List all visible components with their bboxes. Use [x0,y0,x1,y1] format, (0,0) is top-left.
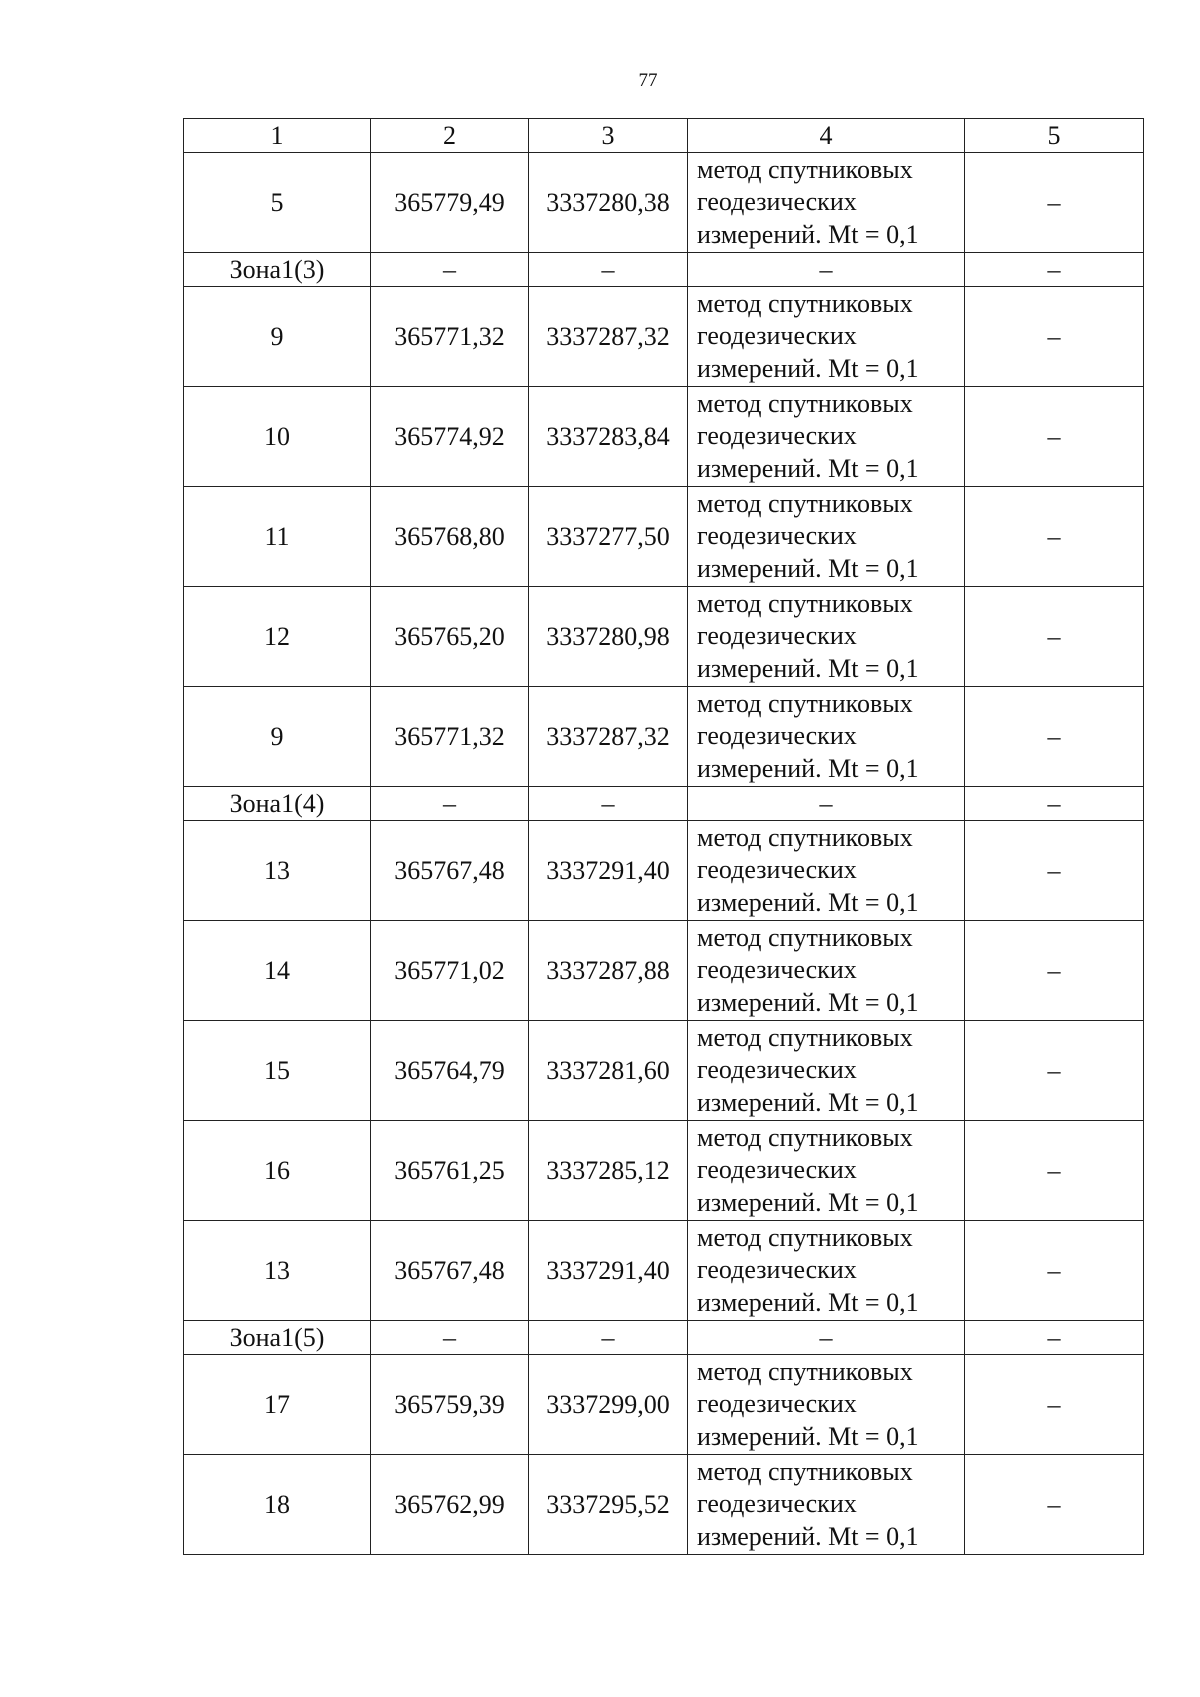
method-description-cell: метод спутниковых геодезических измерений. Mt = 0,1 [688,1355,965,1455]
y-coordinate-cell: 3337285,12 [529,1121,688,1221]
method-description-cell: метод спутниковых геодезических измерений. Mt = 0,1 [688,821,965,921]
method-description-cell: метод спутниковых геодезических измерений. Mt = 0,1 [688,1021,965,1121]
coordinates-table [183,118,1144,1555]
table-row [184,1221,1144,1321]
point-number-cell: 17 [184,1355,371,1455]
y-coordinate-cell: 3337287,88 [529,921,688,1021]
note-cell: – [965,1321,1144,1355]
x-coordinate-cell: 365771,32 [371,687,529,787]
note-cell: – [965,287,1144,387]
x-coordinate-cell: 365759,39 [371,1355,529,1455]
y-coordinate-cell: 3337283,84 [529,387,688,487]
note-cell: – [965,1021,1144,1121]
y-coordinate-cell: – [529,1321,688,1355]
table-row [184,153,1144,253]
method-description-cell: метод спутниковых геодезических измерений. Mt = 0,1 [688,153,965,253]
page-number: 77 [638,70,658,91]
method-description-cell: – [688,253,965,287]
table-row [184,1021,1144,1121]
zone-row [184,1321,1144,1355]
header-cell-3: 3 [529,119,688,153]
note-cell: – [965,153,1144,253]
table-row [184,821,1144,921]
x-coordinate-cell: 365768,80 [371,487,529,587]
x-coordinate-cell: 365779,49 [371,153,529,253]
method-description-cell: метод спутниковых геодезических измерений. Mt = 0,1 [688,921,965,1021]
x-coordinate-cell: – [371,253,529,287]
table-row [184,1455,1144,1555]
x-coordinate-cell: 365767,48 [371,821,529,921]
zone-label-cell: Зона1(3) [184,253,371,287]
y-coordinate-cell: 3337299,00 [529,1355,688,1455]
x-coordinate-cell: 365771,32 [371,287,529,387]
point-number-cell: 13 [184,1221,371,1321]
method-description-cell: метод спутниковых геодезических измерений. Mt = 0,1 [688,587,965,687]
note-cell: – [965,487,1144,587]
x-coordinate-cell: 365761,25 [371,1121,529,1221]
y-coordinate-cell: 3337280,98 [529,587,688,687]
note-cell: – [965,387,1144,487]
method-description-cell: метод спутниковых геодезических измерений. Mt = 0,1 [688,287,965,387]
method-description-cell: – [688,787,965,821]
point-number-cell: 5 [184,153,371,253]
point-number-cell: 18 [184,1455,371,1555]
note-cell: – [965,687,1144,787]
header-cell-4: 4 [688,119,965,153]
table-row [184,587,1144,687]
x-coordinate-cell: 365774,92 [371,387,529,487]
note-cell: – [965,787,1144,821]
y-coordinate-cell: 3337277,50 [529,487,688,587]
table-body [184,119,1144,1555]
y-coordinate-cell: 3337295,52 [529,1455,688,1555]
table-row [184,1355,1144,1455]
table-row [184,687,1144,787]
table-row [184,387,1144,487]
x-coordinate-cell: 365765,20 [371,587,529,687]
table-row [184,921,1144,1021]
method-description-cell: – [688,1321,965,1355]
x-coordinate-cell: 365771,02 [371,921,529,1021]
zone-label-cell: Зона1(5) [184,1321,371,1355]
table-header-row [184,119,1144,153]
note-cell: – [965,253,1144,287]
note-cell: – [965,921,1144,1021]
point-number-cell: 16 [184,1121,371,1221]
method-description-cell: метод спутниковых геодезических измерений. Mt = 0,1 [688,1121,965,1221]
x-coordinate-cell: 365764,79 [371,1021,529,1121]
note-cell: – [965,1221,1144,1321]
y-coordinate-cell: 3337291,40 [529,1221,688,1321]
note-cell: – [965,821,1144,921]
y-coordinate-cell: 3337287,32 [529,287,688,387]
method-description-cell: метод спутниковых геодезических измерений. Mt = 0,1 [688,1455,965,1555]
method-description-cell: метод спутниковых геодезических измерений. Mt = 0,1 [688,1221,965,1321]
table-row [184,1121,1144,1221]
point-number-cell: 14 [184,921,371,1021]
y-coordinate-cell: 3337287,32 [529,687,688,787]
x-coordinate-cell: – [371,1321,529,1355]
note-cell: – [965,1355,1144,1455]
method-description-cell: метод спутниковых геодезических измерений. Mt = 0,1 [688,487,965,587]
point-number-cell: 10 [184,387,371,487]
point-number-cell: 13 [184,821,371,921]
x-coordinate-cell: – [371,787,529,821]
point-number-cell: 9 [184,287,371,387]
y-coordinate-cell: 3337280,38 [529,153,688,253]
note-cell: – [965,1455,1144,1555]
x-coordinate-cell: 365762,99 [371,1455,529,1555]
header-cell-2: 2 [371,119,529,153]
point-number-cell: 11 [184,487,371,587]
y-coordinate-cell: – [529,787,688,821]
point-number-cell: 9 [184,687,371,787]
y-coordinate-cell: – [529,253,688,287]
y-coordinate-cell: 3337291,40 [529,821,688,921]
x-coordinate-cell: 365767,48 [371,1221,529,1321]
header-cell-5: 5 [965,119,1144,153]
method-description-cell: метод спутниковых геодезических измерений. Mt = 0,1 [688,387,965,487]
point-number-cell: 15 [184,1021,371,1121]
note-cell: – [965,1121,1144,1221]
point-number-cell: 12 [184,587,371,687]
table-row [184,287,1144,387]
zone-label-cell: Зона1(4) [184,787,371,821]
method-description-cell: метод спутниковых геодезических измерений. Mt = 0,1 [688,687,965,787]
header-cell-1: 1 [184,119,371,153]
table-row [184,487,1144,587]
note-cell: – [965,587,1144,687]
zone-row [184,253,1144,287]
zone-row [184,787,1144,821]
y-coordinate-cell: 3337281,60 [529,1021,688,1121]
